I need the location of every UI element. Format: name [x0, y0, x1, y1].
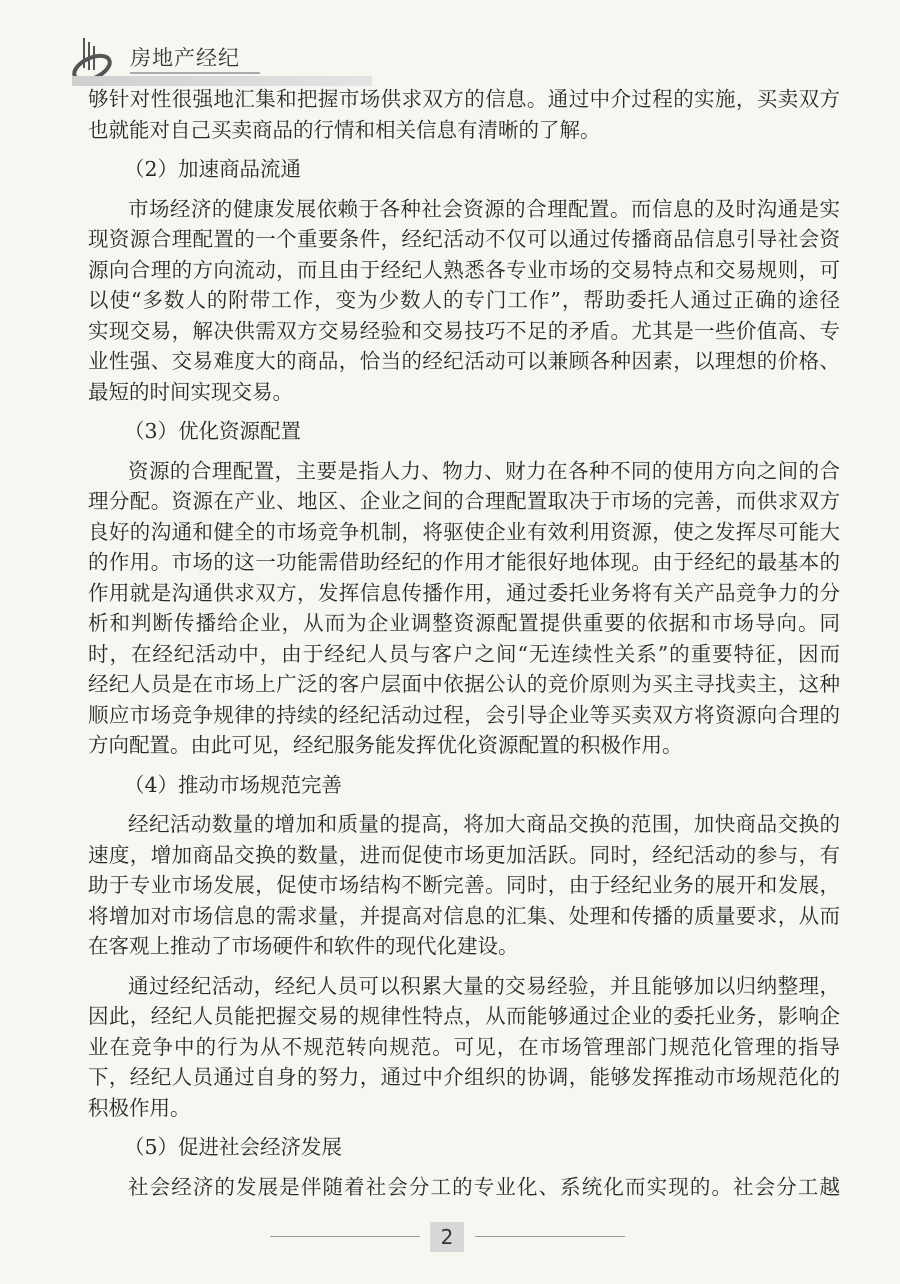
text-line: 经纪活动数量的增加和质量的提高，将加大商品交换的范围，加快商品交换的: [128, 812, 840, 836]
text-line: 业在竞争中的行为从不规范转向规范。可见，在市场管理部门规范化管理的指导: [88, 1034, 840, 1059]
text-line: 资源的合理配置，主要是指人力、物力、财力在各种不同的使用方向之间的合: [128, 458, 840, 483]
text-line: 助于专业市场发展，促使市场结构不断完善。同时，由于经纪业务的展开和发展，: [88, 873, 840, 897]
text-line: 方向配置。由此可见，经纪服务能发挥优化资源配置的积极作用。: [88, 733, 683, 757]
text-line: 最短的时间实现交易。: [88, 379, 293, 404]
text-line: 通过经纪活动，经纪人员可以积累大量的交易经验，并且能够加以归纳整理，: [128, 973, 840, 998]
text-line: 经纪人员是在市场上广泛的客户层面中依据公认的竞价原则为买主寻找卖主，这种: [88, 672, 840, 696]
text-line: 析和判断传播给企业，从而为企业调整资源配置提供重要的依据和市场导向。同: [88, 611, 840, 635]
text-line: 以使“多数人的附带工作，变为少数人的专门工作”，帮助委托人通过正确的途径: [88, 288, 840, 312]
text-line: 积极作用。: [88, 1095, 191, 1120]
text-line: 现资源合理配置的一个重要条件，经纪活动不仅可以通过传播商品信息引导社会资: [88, 227, 840, 251]
page-number: 2: [430, 1222, 464, 1252]
text-line: 社会经济的发展是伴随着社会分工的专业化、系统化而实现的。社会分工越: [128, 1174, 840, 1199]
section-heading: （3）优化资源配置: [124, 419, 302, 443]
text-line: 市场经济的健康发展依赖于各种社会资源的合理配置。而信息的及时沟通是实: [128, 196, 840, 221]
header-rule: [130, 72, 260, 74]
footer-rule-left: [270, 1236, 420, 1237]
text-line: 下，经纪人员通过自身的努力，通过中介组织的协调，能够发挥推动市场规范化的: [88, 1065, 840, 1089]
text-line: 实现交易，解决供需双方交易经验和交易技巧不足的矛盾。尤其是一些价值高、专: [88, 318, 840, 343]
text-line: 顺应市场竞争规律的持续的经纪活动过程，会引导企业等买卖双方将资源向合理的: [88, 702, 840, 727]
section-heading: （4）推动市场规范完善: [124, 772, 343, 797]
text-line: 良好的沟通和健全的市场竞争机制，将驱使企业有效利用资源，使之发挥尽可能大: [88, 519, 840, 544]
text-line: 速度，增加商品交换的数量，进而促使市场更加活跃。同时，经纪活动的参与，有: [88, 842, 840, 867]
text-line: 因此，经纪人员能把握交易的规律性特点，从而能够通过企业的委托业务，影响企: [88, 1004, 840, 1028]
body-text: [88, 84, 840, 1202]
page-footer: [270, 1222, 630, 1252]
text-line: 理分配。资源在产业、地区、企业之间的合理配置取决于市场的完善，而供求双方: [88, 489, 840, 513]
text-line: 够针对性很强地汇集和把握市场供求双方的信息。通过中介过程的实施，买卖双方: [88, 87, 840, 111]
footer-rule-right: [475, 1236, 625, 1237]
section-heading: （5）促进社会经济发展: [124, 1135, 343, 1159]
text-line: 的作用。市场的这一功能需借助经纪的作用才能很好地体现。由于经纪的最基本的: [88, 550, 840, 574]
text-line: 业性强、交易难度大的商品，恰当的经纪活动可以兼顾各种因素，以理想的价格、: [88, 349, 840, 373]
text-line: 也就能对自己买卖商品的行情和相关信息有清晰的了解。: [88, 117, 601, 142]
text-line: 作用就是沟通供求双方，发挥信息传播作用，通过委托业务将有关产品竞争力的分: [88, 580, 840, 605]
text-line: 在客观上推动了市场硬件和软件的现代化建设。: [88, 934, 519, 958]
text-line: 将增加对市场信息的需求量，并提高对信息的汇集、处理和传播的质量要求，从而: [88, 903, 840, 928]
section-heading: （2）加速商品流通: [124, 157, 302, 181]
book-title: 房地产经纪: [130, 46, 240, 70]
text-line: 时，在经纪活动中，由于经纪人员与客户之间“无连续性关系”的重要特征，因而: [88, 641, 840, 666]
text-line: 源向合理的方向流动，而且由于经纪人熟悉各专业市场的交易特点和交易规则，可: [88, 257, 840, 282]
running-header: [70, 30, 590, 90]
